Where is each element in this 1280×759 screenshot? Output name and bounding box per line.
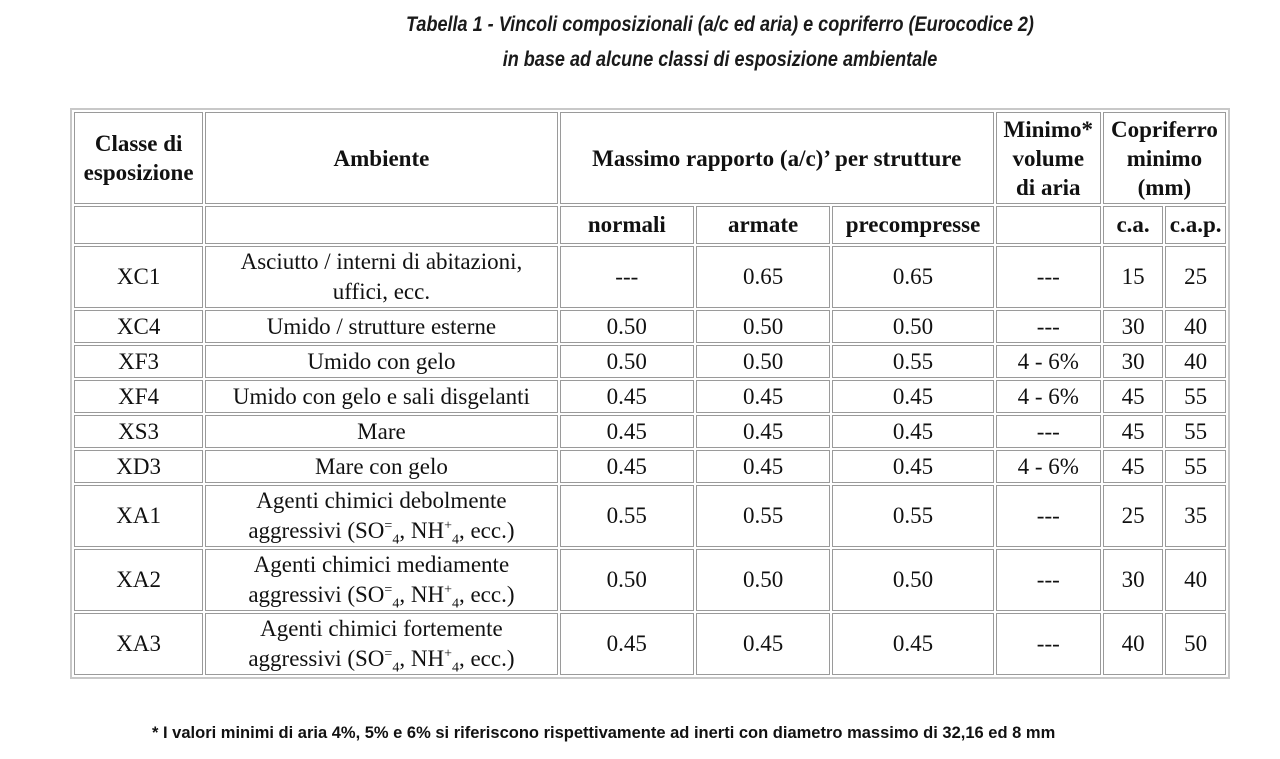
cell-normali: 0.50 bbox=[560, 549, 694, 611]
cell-armate: 0.65 bbox=[696, 246, 830, 308]
table-row bbox=[74, 549, 1226, 611]
cell-precompresse: 0.45 bbox=[832, 415, 994, 448]
header-classe: Classe di esposizione bbox=[74, 112, 203, 204]
cell-cap: 40 bbox=[1165, 345, 1226, 378]
cell-classe: XD3 bbox=[74, 450, 203, 483]
header-precompresse: precompresse bbox=[832, 206, 994, 244]
cell-normali: 0.45 bbox=[560, 415, 694, 448]
cell-cap: 35 bbox=[1165, 485, 1226, 547]
table-row bbox=[74, 310, 1226, 343]
cell-ambiente: Agenti chimici debolmente aggressivi ($SO^=_4$, $NH^+_4$, ecc.) bbox=[205, 485, 557, 547]
header-copriferro: Copriferro minimo (mm) bbox=[1103, 112, 1226, 204]
cell-normali: 0.45 bbox=[560, 450, 694, 483]
cell-ca: 30 bbox=[1103, 310, 1164, 343]
cell-classe: XA3 bbox=[74, 613, 203, 675]
cell-aria: --- bbox=[996, 246, 1101, 308]
cell-aria: --- bbox=[996, 549, 1101, 611]
cell-ambiente: Agenti chimici mediamente aggressivi ($SO^=_4$, $NH^+_4$, ecc.) bbox=[205, 549, 557, 611]
cell-precompresse: 0.50 bbox=[832, 549, 994, 611]
table-row bbox=[74, 450, 1226, 483]
header-empty bbox=[74, 206, 203, 244]
cell-armate: 0.45 bbox=[696, 415, 830, 448]
table-title-line1: Tabella 1 - Vincoli composizionali (a/c ed aria) e copriferro (Eurocodice 2) bbox=[406, 13, 1034, 36]
header-aria: Minimo* volume di aria bbox=[996, 112, 1101, 204]
cell-ca: 30 bbox=[1103, 549, 1164, 611]
cell-classe: XF4 bbox=[74, 380, 203, 413]
header-empty bbox=[205, 206, 557, 244]
cell-ca: 40 bbox=[1103, 613, 1164, 675]
cell-precompresse: 0.55 bbox=[832, 485, 994, 547]
cell-normali: 0.55 bbox=[560, 485, 694, 547]
cell-ambiente: Mare bbox=[205, 415, 557, 448]
cell-cap: 25 bbox=[1165, 246, 1226, 308]
cell-ambiente: Umido con gelo e sali disgelanti bbox=[205, 380, 557, 413]
exposure-classes-table bbox=[70, 108, 1230, 679]
table-row bbox=[74, 380, 1226, 413]
cell-ca: 25 bbox=[1103, 485, 1164, 547]
cell-classe: XS3 bbox=[74, 415, 203, 448]
cell-ambiente: Mare con gelo bbox=[205, 450, 557, 483]
cell-armate: 0.55 bbox=[696, 485, 830, 547]
cell-precompresse: 0.55 bbox=[832, 345, 994, 378]
cell-classe: XC4 bbox=[74, 310, 203, 343]
cell-armate: 0.45 bbox=[696, 380, 830, 413]
cell-armate: 0.50 bbox=[696, 310, 830, 343]
cell-cap: 55 bbox=[1165, 415, 1226, 448]
cell-ca: 45 bbox=[1103, 380, 1164, 413]
cell-aria: --- bbox=[996, 613, 1101, 675]
cell-precompresse: 0.45 bbox=[832, 380, 994, 413]
header-ambiente: Ambiente bbox=[205, 112, 557, 204]
table-title-line2: in base ad alcune classi di esposizione ambientale bbox=[502, 48, 938, 71]
cell-ambiente: Umido con gelo bbox=[205, 345, 557, 378]
table-row bbox=[74, 613, 1226, 675]
cell-armate: 0.50 bbox=[696, 549, 830, 611]
cell-armate: 0.45 bbox=[696, 450, 830, 483]
cell-precompresse: 0.65 bbox=[832, 246, 994, 308]
cell-normali: 0.50 bbox=[560, 310, 694, 343]
cell-ca: 30 bbox=[1103, 345, 1164, 378]
cell-normali: --- bbox=[560, 246, 694, 308]
cell-armate: 0.45 bbox=[696, 613, 830, 675]
cell-ambiente: Asciutto / interni di abitazioni, uffici, ecc. bbox=[205, 246, 557, 308]
cell-aria: --- bbox=[996, 310, 1101, 343]
table-row bbox=[74, 345, 1226, 378]
cell-cap: 55 bbox=[1165, 380, 1226, 413]
cell-aria: --- bbox=[996, 485, 1101, 547]
header-normali: normali bbox=[560, 206, 694, 244]
cell-precompresse: 0.50 bbox=[832, 310, 994, 343]
cell-cap: 40 bbox=[1165, 310, 1226, 343]
cell-classe: XF3 bbox=[74, 345, 203, 378]
cell-aria: 4 - 6% bbox=[996, 450, 1101, 483]
cell-normali: 0.50 bbox=[560, 345, 694, 378]
cell-classe: XC1 bbox=[74, 246, 203, 308]
table-row bbox=[74, 246, 1226, 308]
cell-ca: 15 bbox=[1103, 246, 1164, 308]
cell-classe: XA1 bbox=[74, 485, 203, 547]
cell-cap: 40 bbox=[1165, 549, 1226, 611]
header-empty bbox=[996, 206, 1101, 244]
cell-cap: 55 bbox=[1165, 450, 1226, 483]
header-rapporto: Massimo rapporto (a/c)’ per strutture bbox=[560, 112, 994, 204]
cell-normali: 0.45 bbox=[560, 613, 694, 675]
cell-armate: 0.50 bbox=[696, 345, 830, 378]
table-row bbox=[74, 415, 1226, 448]
cell-ambiente: Umido / strutture esterne bbox=[205, 310, 557, 343]
header-armate: armate bbox=[696, 206, 830, 244]
cell-aria: --- bbox=[996, 415, 1101, 448]
cell-classe: XA2 bbox=[74, 549, 203, 611]
cell-cap: 50 bbox=[1165, 613, 1226, 675]
cell-ca: 45 bbox=[1103, 450, 1164, 483]
header-cap: c.a.p. bbox=[1165, 206, 1226, 244]
cell-ca: 45 bbox=[1103, 415, 1164, 448]
footnote: * I valori minimi di aria 4%, 5% e 6% si riferiscono rispettivamente ad inerti con diametro massimo di 32,16 ed 8 mm bbox=[152, 724, 1056, 742]
cell-aria: 4 - 6% bbox=[996, 380, 1101, 413]
cell-ambiente: Agenti chimici fortemente aggressivi ($SO^=_4$, $NH^+_4$, ecc.) bbox=[205, 613, 557, 675]
cell-precompresse: 0.45 bbox=[832, 450, 994, 483]
header-ca: c.a. bbox=[1103, 206, 1164, 244]
cell-normali: 0.45 bbox=[560, 380, 694, 413]
cell-aria: 4 - 6% bbox=[996, 345, 1101, 378]
cell-precompresse: 0.45 bbox=[832, 613, 994, 675]
table-row bbox=[74, 485, 1226, 547]
